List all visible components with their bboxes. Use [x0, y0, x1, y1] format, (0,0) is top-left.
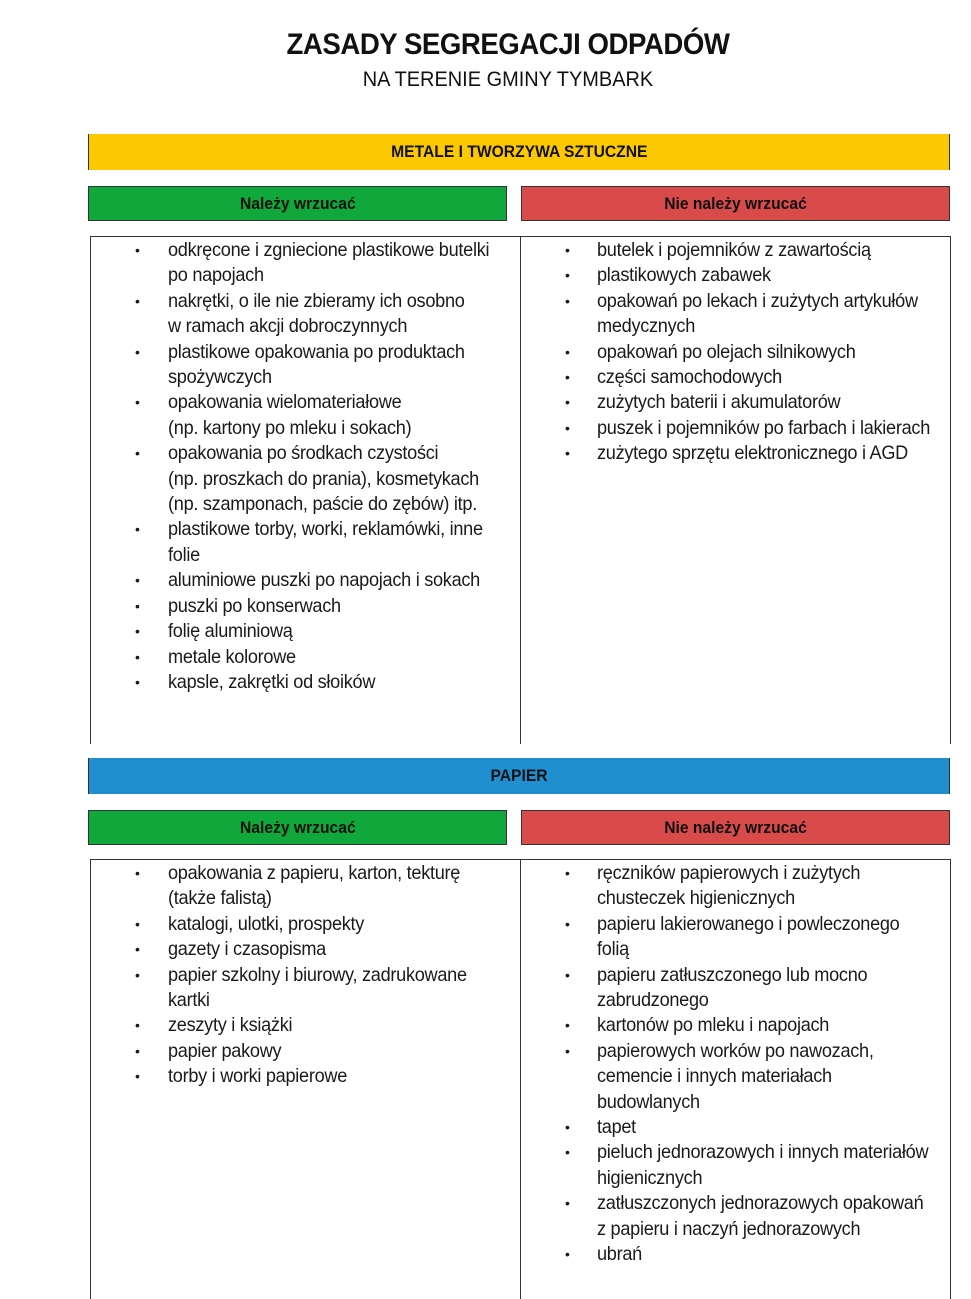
- list-item: [521, 238, 950, 263]
- forbidden-list-metale: [521, 237, 950, 467]
- list-item-text: (także falistą): [168, 887, 272, 910]
- list-item-text: plastikowe opakowania po produktach: [168, 340, 465, 363]
- header-forbidden-label: Nie należy wrzucać: [664, 194, 807, 213]
- bullet-icon: •: [135, 343, 140, 360]
- list-item-text: zeszyty i książki: [168, 1014, 293, 1037]
- list-item-text: opakowań po olejach silnikowych: [597, 340, 856, 363]
- list-item-text: papieru lakierowanego i powleczonego: [597, 912, 900, 935]
- list-item-text: gazety i czasopisma: [168, 938, 326, 961]
- bullet-icon: •: [565, 267, 570, 284]
- list-item: [91, 670, 520, 695]
- list-item: [91, 238, 520, 289]
- bullet-icon: •: [135, 572, 140, 589]
- forbidden-list-papier: [521, 860, 950, 1268]
- bullet-icon: •: [135, 915, 140, 932]
- list-item: [521, 1115, 950, 1140]
- list-item-text: budowlanych: [597, 1090, 700, 1113]
- list-item-text: torby i worki papierowe: [168, 1065, 348, 1088]
- list-item: [91, 390, 520, 441]
- bullet-icon: •: [135, 597, 140, 614]
- list-item: [91, 289, 520, 340]
- forbidden-list-box-metale: [520, 236, 951, 744]
- list-item: [91, 963, 520, 1014]
- list-item-text: pieluch jednorazowych i innych materiałów: [597, 1141, 929, 1164]
- list-item-text: odkręcone i zgniecione plastikowe butelki: [168, 239, 490, 261]
- bullet-icon: •: [565, 1144, 570, 1161]
- header-allowed-label: Należy wrzucać: [239, 194, 356, 213]
- list-item-text: aluminiowe puszki po napojach i sokach: [168, 569, 480, 592]
- list-item-text: puszek i pojemników po farbach i lakierach: [597, 416, 931, 439]
- bullet-icon: •: [565, 419, 570, 436]
- category-bar-metale: [88, 134, 950, 170]
- bullet-icon: •: [135, 623, 140, 640]
- allowed-list-papier: [91, 860, 520, 1090]
- list-item-text: ręczników papierowych i zużytych: [597, 862, 861, 884]
- list-item-text: kartki: [168, 989, 210, 1012]
- list-item: [521, 340, 950, 365]
- allowed-list-box-metale: [90, 236, 521, 744]
- list-item-text: opakowania po środkach czystości: [168, 442, 439, 465]
- category-title-papier: PAPIER: [490, 766, 548, 785]
- allowed-list-box-papier: [90, 859, 521, 1299]
- list-item: [91, 441, 520, 517]
- forbidden-list-box-papier: [520, 859, 951, 1299]
- list-item-text: folie: [168, 543, 200, 566]
- bullet-icon: •: [135, 521, 140, 538]
- bullet-icon: •: [565, 865, 570, 881]
- bullet-icon: •: [565, 445, 570, 462]
- list-item: [521, 1191, 950, 1242]
- list-item-text: (np. kartony po mleku i sokach): [168, 416, 412, 439]
- list-item-text: butelek i pojemników z zawartością: [597, 239, 871, 261]
- list-item-text: katalogi, ulotki, prospekty: [168, 912, 365, 935]
- list-item: [91, 1013, 520, 1038]
- list-item-text: w ramach akcji dobroczynnych: [168, 315, 408, 338]
- list-item: [91, 1064, 520, 1089]
- header-allowed-papier: [88, 810, 507, 845]
- bullet-icon: •: [565, 915, 570, 932]
- list-item: [521, 416, 950, 441]
- list-item: [91, 619, 520, 644]
- bullet-icon: •: [565, 394, 570, 411]
- page-subtitle: NA TERENIE GMINY TYMBARK: [362, 68, 654, 91]
- bullet-icon: •: [135, 966, 140, 983]
- list-item-text: tapet: [597, 1116, 636, 1139]
- list-item-text: papier szkolny i biurowy, zadrukowane: [168, 963, 467, 986]
- list-item-text: folią: [597, 938, 629, 961]
- header-forbidden-label: Nie należy wrzucać: [664, 818, 807, 837]
- list-item: [91, 340, 520, 391]
- list-item-text: papier pakowy: [168, 1039, 282, 1062]
- list-item-text: zużytych baterii i akumulatorów: [597, 391, 841, 414]
- bullet-icon: •: [565, 242, 570, 258]
- list-item-text: cemencie i innych materiałach: [597, 1065, 832, 1088]
- list-item-text: części samochodowych: [597, 366, 782, 389]
- page-title: ZASADY SEGREGACJI ODPADÓW: [286, 28, 730, 61]
- bullet-icon: •: [565, 1042, 570, 1059]
- bullet-icon: •: [565, 1017, 570, 1034]
- header-forbidden-metale: [521, 186, 950, 221]
- bullet-icon: •: [135, 1042, 140, 1059]
- list-item: [91, 517, 520, 568]
- list-item: [521, 1039, 950, 1115]
- bullet-icon: •: [135, 242, 140, 258]
- list-item-text: kapsle, zakrętki od słoików: [168, 670, 376, 693]
- bullet-icon: •: [565, 1119, 570, 1136]
- list-item: [521, 1140, 950, 1191]
- list-item-text: ubrań: [597, 1243, 642, 1266]
- bullet-icon: •: [135, 292, 140, 309]
- list-item: [91, 912, 520, 937]
- list-item-text: puszki po konserwach: [168, 594, 341, 617]
- header-allowed-metale: [88, 186, 507, 221]
- list-item: [91, 645, 520, 670]
- bullet-icon: •: [565, 1195, 570, 1212]
- list-item: [521, 1242, 950, 1267]
- category-title-metale: METALE I TWORZYWA SZTUCZNE: [390, 142, 648, 161]
- list-item-text: papieru zatłuszczonego lub mocno: [597, 963, 868, 986]
- list-item-text: zużytego sprzętu elektronicznego i AGD: [597, 442, 908, 465]
- bullet-icon: •: [135, 673, 140, 690]
- list-item-text: folię aluminiową: [168, 620, 293, 643]
- list-item-text: medycznych: [597, 315, 695, 338]
- list-item-text: (np. proszkach do prania), kosmetykach: [168, 467, 479, 490]
- list-item-text: opakowania wielomateriałowe: [168, 391, 402, 414]
- bullet-icon: •: [565, 292, 570, 309]
- header-forbidden-papier: [521, 810, 950, 845]
- list-item: [521, 365, 950, 390]
- category-bar-papier: [88, 758, 950, 794]
- bullet-icon: •: [135, 941, 140, 958]
- bullet-icon: •: [135, 1068, 140, 1085]
- list-item: [521, 963, 950, 1014]
- list-item-text: plastikowych zabawek: [597, 264, 771, 287]
- list-item: [521, 441, 950, 466]
- list-item: [91, 568, 520, 593]
- list-item-text: higienicznych: [597, 1166, 703, 1189]
- list-item-text: metale kolorowe: [168, 645, 296, 668]
- list-item: [521, 390, 950, 415]
- list-item: [521, 289, 950, 340]
- list-item-text: opakowań po lekach i zużytych artykułów: [597, 289, 918, 312]
- list-item-text: nakrętki, o ile nie zbieramy ich osobno: [168, 289, 465, 312]
- list-item: [521, 1013, 950, 1038]
- bullet-icon: •: [565, 1246, 570, 1263]
- header-allowed-label: Należy wrzucać: [239, 818, 356, 837]
- bullet-icon: •: [135, 648, 140, 665]
- list-item: [521, 912, 950, 963]
- list-item-text: z papieru i naczyń jednorazowych: [597, 1217, 861, 1240]
- bullet-icon: •: [135, 865, 140, 881]
- list-item: [91, 594, 520, 619]
- list-item: [521, 263, 950, 288]
- bullet-icon: •: [565, 343, 570, 360]
- list-item: [91, 1039, 520, 1064]
- list-item: [91, 937, 520, 962]
- bullet-icon: •: [135, 1017, 140, 1034]
- list-item-text: papierowych worków po nawozach,: [597, 1039, 874, 1062]
- bullet-icon: •: [135, 445, 140, 462]
- list-item-text: spożywczych: [168, 366, 272, 389]
- bullet-icon: •: [135, 394, 140, 411]
- list-item: [521, 861, 950, 912]
- list-item-text: po napojach: [168, 264, 264, 287]
- bullet-icon: •: [565, 369, 570, 386]
- bullet-icon: •: [565, 966, 570, 983]
- list-item-text: kartonów po mleku i napojach: [597, 1014, 830, 1037]
- list-item-text: zabrudzonego: [597, 989, 709, 1012]
- list-item-text: chusteczek higienicznych: [597, 887, 795, 910]
- list-item: [91, 861, 520, 912]
- allowed-list-metale: [91, 237, 520, 695]
- list-item-text: opakowania z papieru, karton, tekturę: [168, 862, 461, 884]
- list-item-text: plastikowe torby, worki, reklamówki, inne: [168, 518, 483, 541]
- list-item-text: zatłuszczonych jednorazowych opakowań: [597, 1192, 924, 1215]
- list-item-text: (np. szamponach, paście do zębów) itp.: [168, 493, 477, 516]
